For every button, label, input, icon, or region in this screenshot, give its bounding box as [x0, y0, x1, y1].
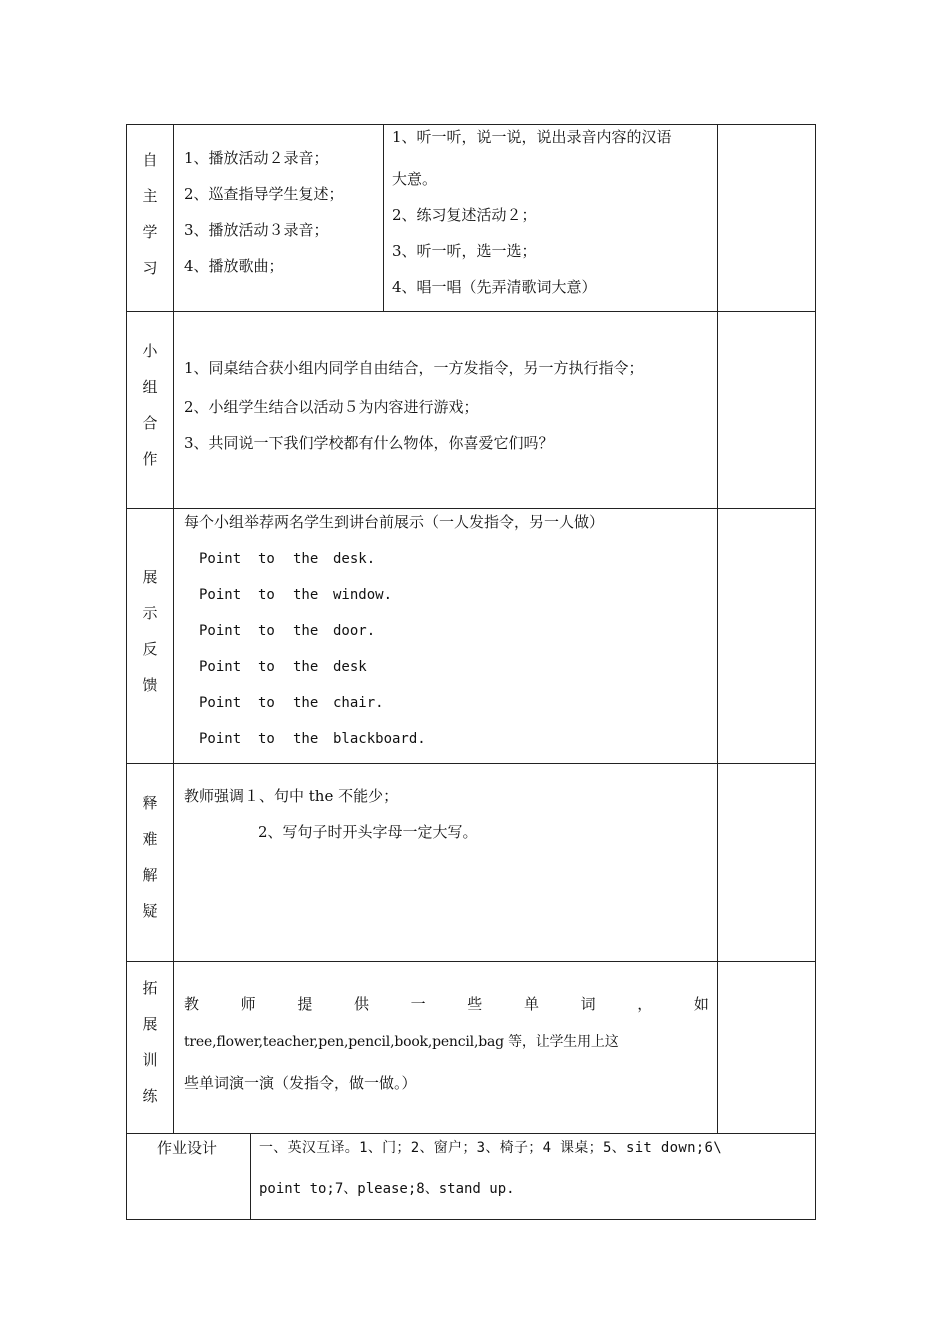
extension-line-2: tree,flower,teacher,pen,pencil,book,pencil,bag 等，让学生用上这 [184, 1034, 619, 1050]
note-column-divider [717, 124, 718, 1134]
student-line: 4、唱一唱（先弄清歌词大意） [392, 278, 597, 296]
student-line: 大意。 [392, 170, 438, 188]
row-label-extension: 拓 展 训 练 [142, 979, 158, 1105]
difficulty-line-2: 2、写句子时开头字母一定大写。 [258, 823, 478, 841]
row-divider-2 [126, 508, 816, 509]
row-divider-5 [126, 1133, 816, 1134]
group-work-line: 2、小组学生结合以活动５为内容进行游戏； [184, 398, 479, 416]
student-line: 1、听一听，说一说，说出录音内容的汉语 [392, 128, 672, 146]
teacher-line: 1、播放活动２录音； [184, 149, 329, 167]
label-column-divider [173, 124, 174, 1134]
extension-line-3: 些单词演一演（发指令，做一做。） [184, 1074, 417, 1092]
table-border-top [126, 124, 816, 125]
teacher-line: 4、播放歌曲； [184, 257, 284, 275]
student-line: 2、练习复述活动２； [392, 206, 537, 224]
row-label-difficulties: 释 难 解 疑 [142, 794, 158, 920]
row-divider-1 [126, 311, 816, 312]
homework-line-2: point to;7、please;8、stand up. [259, 1181, 515, 1197]
row-label-presentation: 展 示 反 馈 [142, 568, 158, 694]
table-border-bottom [126, 1219, 816, 1220]
row-divider-4 [126, 961, 816, 962]
row-divider-3 [126, 763, 816, 764]
homework-label-divider [250, 1133, 251, 1220]
group-work-line: 1、同桌结合获小组内同学自由结合，一方发指令，另一方执行指令； [184, 359, 644, 377]
presentation-intro: 每个小组举荐两名学生到讲台前展示（一人发指令，另一人做） [184, 513, 605, 531]
extension-line-1: 教 师 提 供 一 些 单 词 ， 如 [184, 995, 709, 1013]
table-border-right [815, 124, 816, 1220]
homework-line-1: 一、英汉互译。1、门；2、窗户；3、椅子；4 课桌；5、sit down;6\ [259, 1140, 722, 1156]
teacher-line: 2、巡查指导学生复述； [184, 185, 344, 203]
group-work-line: 3、共同说一下我们学校都有什么物体，你喜爱它们吗？ [184, 434, 554, 452]
student-line: 3、听一听，选一选； [392, 242, 537, 260]
row-label-group-work: 小 组 合 作 [142, 342, 158, 468]
row-label-self-study: 自 主 学 习 [142, 151, 158, 277]
difficulty-line-1: 教师强调１、句中 the 不能少； [184, 787, 399, 805]
document-page: 自 主 学 习 1、播放活动２录音； 2、巡查指导学生复述； 3、播放活动３录音； 4、播放歌曲； 1、听一听，说一说，说出录音内容的汉语 大意。 2、练习复述活动２； 3、听一听，选一选； 4、唱一唱（先弄清歌词大意） 小 组 合 作 1、同桌结合获小组内同学自由结合，一方发指令，另一方执行指令； 2、小组学生结合以活动５为内容进行游戏； 3、共同说一下我们学校都有什么物体，你喜爱它们吗？ 展 示 反 馈 每个小组举荐两名学生到讲台前展示（一人发指令，另一人做） Point to the desk. Point to the window. Point to the door. Point to the desk Point to the chair. Point to the blackboard. 释 难 解 疑 教师强调１、句中 the 不能少； 2、写句子时开头字母一定大写。 拓 展 训 练 教 师 提 供 一 些 单 词 ， 如 tree,flower,teacher,pen,pencil,book,pencil,bag 等，让学生用上这 些单词演一演（发指令，做一做。） 作业设计 一、英汉互译。1、门；2、窗户；3、椅子；4 课桌；5、sit down;6\ point to;7、please;8、stand up. [0, 0, 950, 1344]
teacher-student-divider [383, 124, 384, 312]
teacher-line: 3、播放活动３录音； [184, 221, 329, 239]
homework-label: 作业设计 [157, 1139, 218, 1157]
